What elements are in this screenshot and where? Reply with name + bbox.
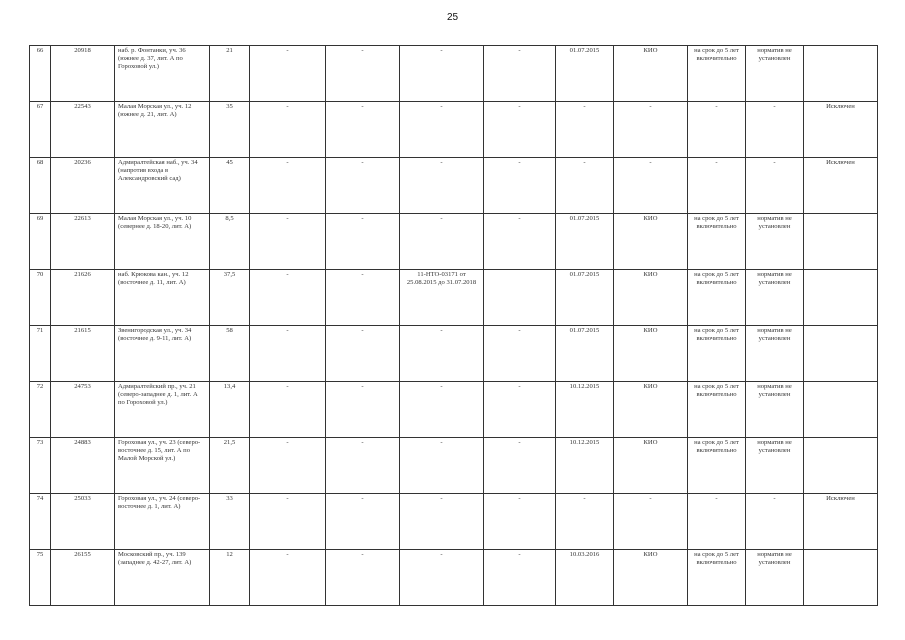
cell-note <box>804 326 878 382</box>
cell-row-number: 67 <box>30 102 51 158</box>
cell-registry-id: 24883 <box>51 438 115 494</box>
cell-address: Звенигородская ул., уч. 34 (восточнее д. 9-11, лит. А) <box>115 326 210 382</box>
cell-normative: - <box>746 158 804 214</box>
cell-registry-id: 20918 <box>51 46 115 102</box>
cell-organization: КИО <box>614 326 688 382</box>
cell-col8: - <box>484 102 556 158</box>
table-row <box>30 270 878 326</box>
cell-col8: - <box>484 382 556 438</box>
cell-area: 13,4 <box>210 382 250 438</box>
cell-normative: норматив не установлен <box>746 46 804 102</box>
cell-note <box>804 382 878 438</box>
cell-registry-id: 21615 <box>51 326 115 382</box>
cell-normative: - <box>746 494 804 550</box>
cell-date: - <box>556 494 614 550</box>
cell-address: Адмиралтейский пр., уч. 21 (северо-западнее д. 1, лит. А по Гороховой ул.) <box>115 382 210 438</box>
cell-col6: - <box>326 438 400 494</box>
cell-normative: норматив не установлен <box>746 214 804 270</box>
cell-normative: - <box>746 102 804 158</box>
cell-date: 01.07.2015 <box>556 326 614 382</box>
cell-col6: - <box>326 382 400 438</box>
cell-col8: - <box>484 46 556 102</box>
table-body <box>30 46 878 606</box>
cell-address: Малая Морская ул., уч. 12 (южнее д. 21, лит. А) <box>115 102 210 158</box>
cell-contract: - <box>400 102 484 158</box>
cell-contract: - <box>400 494 484 550</box>
cell-row-number: 72 <box>30 382 51 438</box>
cell-term: на срок до 5 лет включительно <box>688 382 746 438</box>
cell-area: 35 <box>210 102 250 158</box>
cell-normative: норматив не установлен <box>746 326 804 382</box>
cell-contract: - <box>400 158 484 214</box>
cell-term: - <box>688 158 746 214</box>
cell-term: - <box>688 102 746 158</box>
cell-registry-id: 20236 <box>51 158 115 214</box>
cell-col6: - <box>326 270 400 326</box>
cell-row-number: 66 <box>30 46 51 102</box>
cell-row-number: 74 <box>30 494 51 550</box>
table-row <box>30 102 878 158</box>
cell-row-number: 70 <box>30 270 51 326</box>
cell-col8: - <box>484 550 556 606</box>
cell-col6: - <box>326 214 400 270</box>
cell-contract: - <box>400 550 484 606</box>
cell-col8: - <box>484 326 556 382</box>
cell-date: 01.07.2015 <box>556 270 614 326</box>
page-number: 25 <box>446 12 459 23</box>
cell-col5: - <box>250 550 326 606</box>
cell-note: Исключен <box>804 494 878 550</box>
cell-area: 21 <box>210 46 250 102</box>
cell-term: на срок до 5 лет включительно <box>688 214 746 270</box>
cell-organization: КИО <box>614 438 688 494</box>
table-row <box>30 326 878 382</box>
cell-address: Гороховая ул., уч. 23 (северо-восточнее д. 15, лит. А по Малой Морской ул.) <box>115 438 210 494</box>
cell-col8: - <box>484 214 556 270</box>
cell-address: Гороховая ул., уч. 24 (северо-восточнее д. 1, лит. А) <box>115 494 210 550</box>
cell-term: на срок до 5 лет включительно <box>688 326 746 382</box>
cell-date: 10.12.2015 <box>556 382 614 438</box>
cell-note <box>804 550 878 606</box>
cell-registry-id: 25033 <box>51 494 115 550</box>
cell-registry-id: 21626 <box>51 270 115 326</box>
cell-date: - <box>556 102 614 158</box>
cell-row-number: 71 <box>30 326 51 382</box>
cell-col6: - <box>326 46 400 102</box>
cell-col5: - <box>250 102 326 158</box>
cell-contract: - <box>400 382 484 438</box>
cell-address: Московский пр., уч. 139 (западнее д. 42-27, лит. А) <box>115 550 210 606</box>
cell-term: на срок до 5 лет включительно <box>688 438 746 494</box>
cell-area: 58 <box>210 326 250 382</box>
cell-col6: - <box>326 550 400 606</box>
cell-address: наб. Крюкова кан., уч. 12 (восточнее д. 11, лит. А) <box>115 270 210 326</box>
cell-col6: - <box>326 158 400 214</box>
cell-row-number: 69 <box>30 214 51 270</box>
cell-term: - <box>688 494 746 550</box>
cell-registry-id: 22613 <box>51 214 115 270</box>
cell-col5: - <box>250 214 326 270</box>
cell-registry-id: 26155 <box>51 550 115 606</box>
cell-organization: КИО <box>614 214 688 270</box>
cell-note: Исключен <box>804 102 878 158</box>
cell-address: Адмиралтейская наб., уч. 34 (напротив входа в Александровский сад) <box>115 158 210 214</box>
cell-row-number: 68 <box>30 158 51 214</box>
table-row <box>30 382 878 438</box>
cell-note <box>804 270 878 326</box>
cell-date: 01.07.2015 <box>556 46 614 102</box>
cell-normative: норматив не установлен <box>746 270 804 326</box>
cell-organization: - <box>614 494 688 550</box>
cell-normative: норматив не установлен <box>746 550 804 606</box>
cell-contract: 11-НТО-03171 от 25.08.2015 до 31.07.2018 <box>400 270 484 326</box>
cell-area: 21,5 <box>210 438 250 494</box>
cell-col8: - <box>484 158 556 214</box>
table-row <box>30 46 878 102</box>
cell-col5: - <box>250 46 326 102</box>
cell-organization: - <box>614 158 688 214</box>
cell-col8 <box>484 270 556 326</box>
table-row <box>30 438 878 494</box>
cell-col6: - <box>326 102 400 158</box>
cell-area: 8,5 <box>210 214 250 270</box>
cell-contract: - <box>400 214 484 270</box>
cell-organization: КИО <box>614 46 688 102</box>
table-row <box>30 214 878 270</box>
cell-normative: норматив не установлен <box>746 382 804 438</box>
cell-term: на срок до 5 лет включительно <box>688 270 746 326</box>
cell-area: 12 <box>210 550 250 606</box>
cell-term: на срок до 5 лет включительно <box>688 46 746 102</box>
cell-col5: - <box>250 382 326 438</box>
cell-date: 10.12.2015 <box>556 438 614 494</box>
cell-contract: - <box>400 326 484 382</box>
cell-date: 10.03.2016 <box>556 550 614 606</box>
cell-date: - <box>556 158 614 214</box>
cell-note <box>804 46 878 102</box>
cell-col5: - <box>250 494 326 550</box>
cell-col5: - <box>250 158 326 214</box>
cell-organization: КИО <box>614 382 688 438</box>
table-row <box>30 158 878 214</box>
cell-col8: - <box>484 438 556 494</box>
table-row <box>30 550 878 606</box>
cell-organization: КИО <box>614 550 688 606</box>
cell-term: на срок до 5 лет включительно <box>688 550 746 606</box>
cell-area: 33 <box>210 494 250 550</box>
cell-col6: - <box>326 494 400 550</box>
cell-col5: - <box>250 438 326 494</box>
cell-note <box>804 438 878 494</box>
cell-area: 37,5 <box>210 270 250 326</box>
cell-contract: - <box>400 46 484 102</box>
cell-note: Исключен <box>804 158 878 214</box>
cell-date: 01.07.2015 <box>556 214 614 270</box>
cell-organization: КИО <box>614 270 688 326</box>
cell-row-number: 73 <box>30 438 51 494</box>
cell-registry-id: 24753 <box>51 382 115 438</box>
cell-contract: - <box>400 438 484 494</box>
cell-row-number: 75 <box>30 550 51 606</box>
cell-address: наб. р. Фонтанки, уч. 36 (южнее д. 37, лит. А по Гороховой ул.) <box>115 46 210 102</box>
table-row <box>30 494 878 550</box>
cell-col6: - <box>326 326 400 382</box>
cell-col5: - <box>250 326 326 382</box>
cell-col8: - <box>484 494 556 550</box>
cell-normative: норматив не установлен <box>746 438 804 494</box>
cell-note <box>804 214 878 270</box>
cell-registry-id: 22543 <box>51 102 115 158</box>
registry-table <box>29 45 878 606</box>
cell-organization: - <box>614 102 688 158</box>
cell-col5: - <box>250 270 326 326</box>
cell-area: 45 <box>210 158 250 214</box>
cell-address: Малая Морская ул., уч. 10 (севернее д. 18-20, лит. А) <box>115 214 210 270</box>
